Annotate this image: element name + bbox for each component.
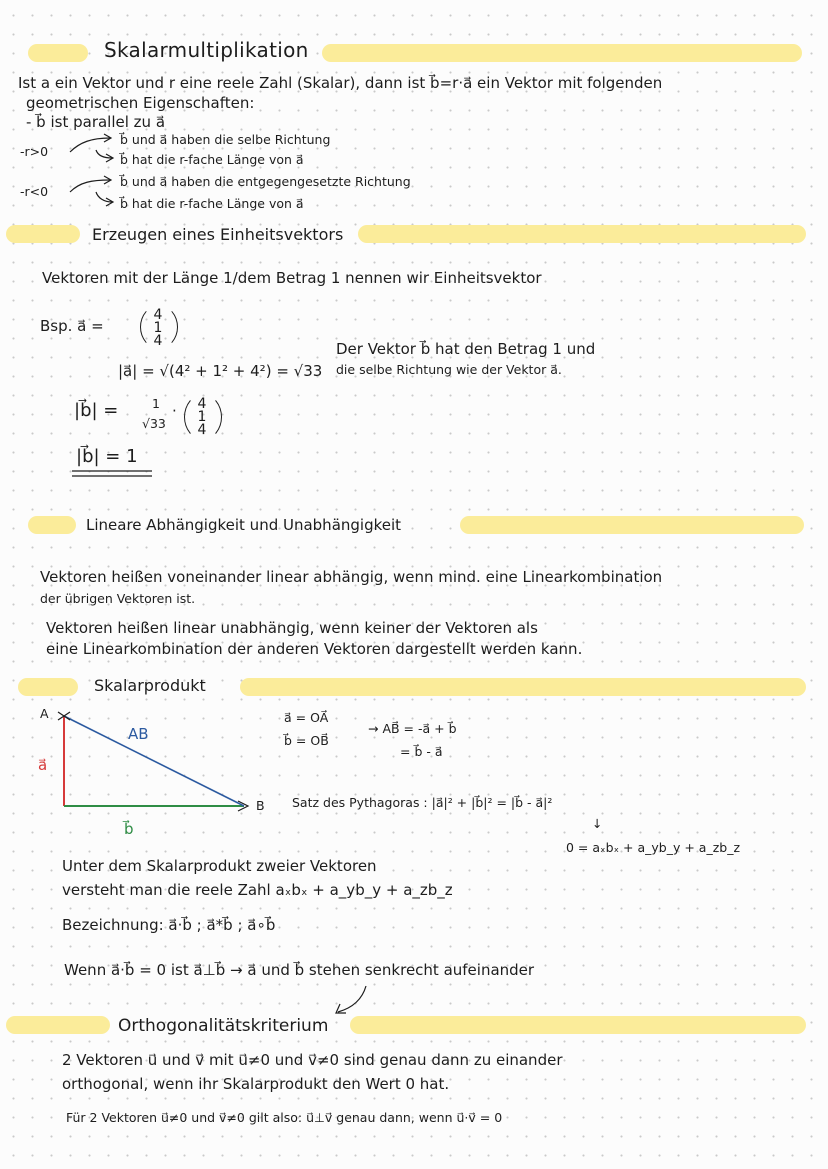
note-line: Der Vektor b⃗ hat den Betrag 1 und bbox=[336, 340, 596, 358]
point-label-B: B bbox=[256, 798, 265, 813]
fraction-numerator: 1 bbox=[152, 396, 160, 411]
notation-line: Bezeichnung: a⃗·b⃗ ; a⃗*b⃗ ; a⃗∘b⃗ bbox=[62, 916, 276, 934]
betrag-b-result: |b⃗| = 1 bbox=[76, 446, 138, 467]
text-line: der übrigen Vektoren ist. bbox=[40, 591, 196, 606]
fraction-denominator: √33 bbox=[142, 416, 166, 431]
text-line: - b⃗ ist parallel zu a⃗ bbox=[26, 113, 166, 131]
equation: a⃗ = OA⃗ bbox=[284, 710, 329, 725]
arrow-down: ↓ bbox=[592, 816, 603, 831]
vector-components: 4 1 4 bbox=[153, 307, 163, 349]
text-line: orthogonal, wenn ihr Skalarprodukt den Wert 0 hat. bbox=[62, 1075, 450, 1093]
condition-negative: -r<0 bbox=[20, 184, 49, 199]
condition-positive: -r>0 bbox=[20, 144, 49, 159]
text-line: b⃗ hat die r-fache Länge von a⃗ bbox=[120, 196, 304, 211]
equation: = b⃗ - a⃗ bbox=[400, 744, 443, 759]
highlight-bar bbox=[6, 1016, 110, 1034]
section-title-skalarmultiplikation: Skalarmultiplikation bbox=[104, 38, 309, 62]
text-line: Vektoren mit der Länge 1/dem Betrag 1 nennen wir Einheitsvektor bbox=[42, 269, 542, 287]
perpendicular-line: Wenn a⃗·b⃗ = 0 ist a⃗⊥b⃗ → a⃗ und b⃗ stehen senkrecht aufeinander bbox=[64, 961, 535, 979]
text-line: eine Linearkombination der anderen Vektoren dargestellt werden kann. bbox=[46, 640, 583, 658]
vector-components: 4 1 4 bbox=[197, 396, 207, 438]
text-line: geometrischen Eigenschaften: bbox=[26, 94, 255, 112]
highlight-bar bbox=[350, 1016, 806, 1034]
text-line: b⃗ und a⃗ haben die selbe Richtung bbox=[120, 132, 331, 147]
definition-line: Unter dem Skalarprodukt zweier Vektoren bbox=[62, 857, 377, 875]
betrag-a: |a⃗| = √(4² + 1² + 4²) = √33 bbox=[118, 362, 323, 380]
text-line: 2 Vektoren u⃗ und v⃗ mit u⃗≠0 und v⃗≠0 sind genau dann zu einander bbox=[62, 1051, 563, 1069]
vector-label-a: a⃗ bbox=[38, 756, 48, 774]
equation: → AB⃗ = -a⃗ + b⃗ bbox=[368, 721, 457, 736]
dot: · bbox=[172, 402, 177, 420]
section-title-skalarprodukt: Skalarprodukt bbox=[94, 676, 206, 695]
definition-line: versteht man die reele Zahl aₓbₓ + a_yb_y + a_zb_z bbox=[62, 881, 453, 899]
example-label: Bsp. a⃗ = bbox=[40, 317, 104, 335]
pythagoras: Satz des Pythagoras : |a⃗|² + |b⃗|² = |b⃗ - a⃗|² bbox=[292, 795, 553, 810]
betrag-b-lhs: |b⃗| = bbox=[74, 400, 119, 421]
text-line: b⃗ und a⃗ haben die entgegengesetzte Richtung bbox=[120, 174, 411, 189]
text-line: Vektoren heißen linear unabhängig, wenn keiner der Vektoren als bbox=[46, 619, 538, 637]
section-title-linear: Lineare Abhängigkeit und Unabhängigkeit bbox=[86, 516, 402, 534]
note-line: die selbe Richtung wie der Vektor a⃗. bbox=[336, 362, 562, 377]
vector-label-b: b⃗ bbox=[124, 820, 134, 838]
section-title-einheitsvektor: Erzeugen eines Einheitsvektors bbox=[92, 225, 344, 244]
equation: b⃗ = OB⃗ bbox=[284, 733, 329, 748]
section-title-orthogonal: Orthogonalitätskriterium bbox=[118, 1016, 329, 1036]
text-line: Ist a ein Vektor und r eine reele Zahl (Skalar), dann ist b⃗=r·a⃗ ein Vektor mit folgenden bbox=[18, 74, 663, 92]
point-label-A: A bbox=[40, 706, 49, 721]
segment-label-AB: AB bbox=[128, 725, 149, 743]
text-line: Vektoren heißen voneinander linear abhängig, wenn mind. eine Linearkombination bbox=[40, 568, 663, 586]
pythagoras-result: 0 = aₓbₓ + a_yb_y + a_zb_z bbox=[566, 840, 741, 855]
text-line: Für 2 Vektoren u⃗≠0 und v⃗≠0 gilt also: u⃗⊥v⃗ genau dann, wenn u⃗·v⃗ = 0 bbox=[66, 1110, 503, 1125]
text-line: b⃗ hat die r-fache Länge von a⃗ bbox=[120, 152, 304, 167]
